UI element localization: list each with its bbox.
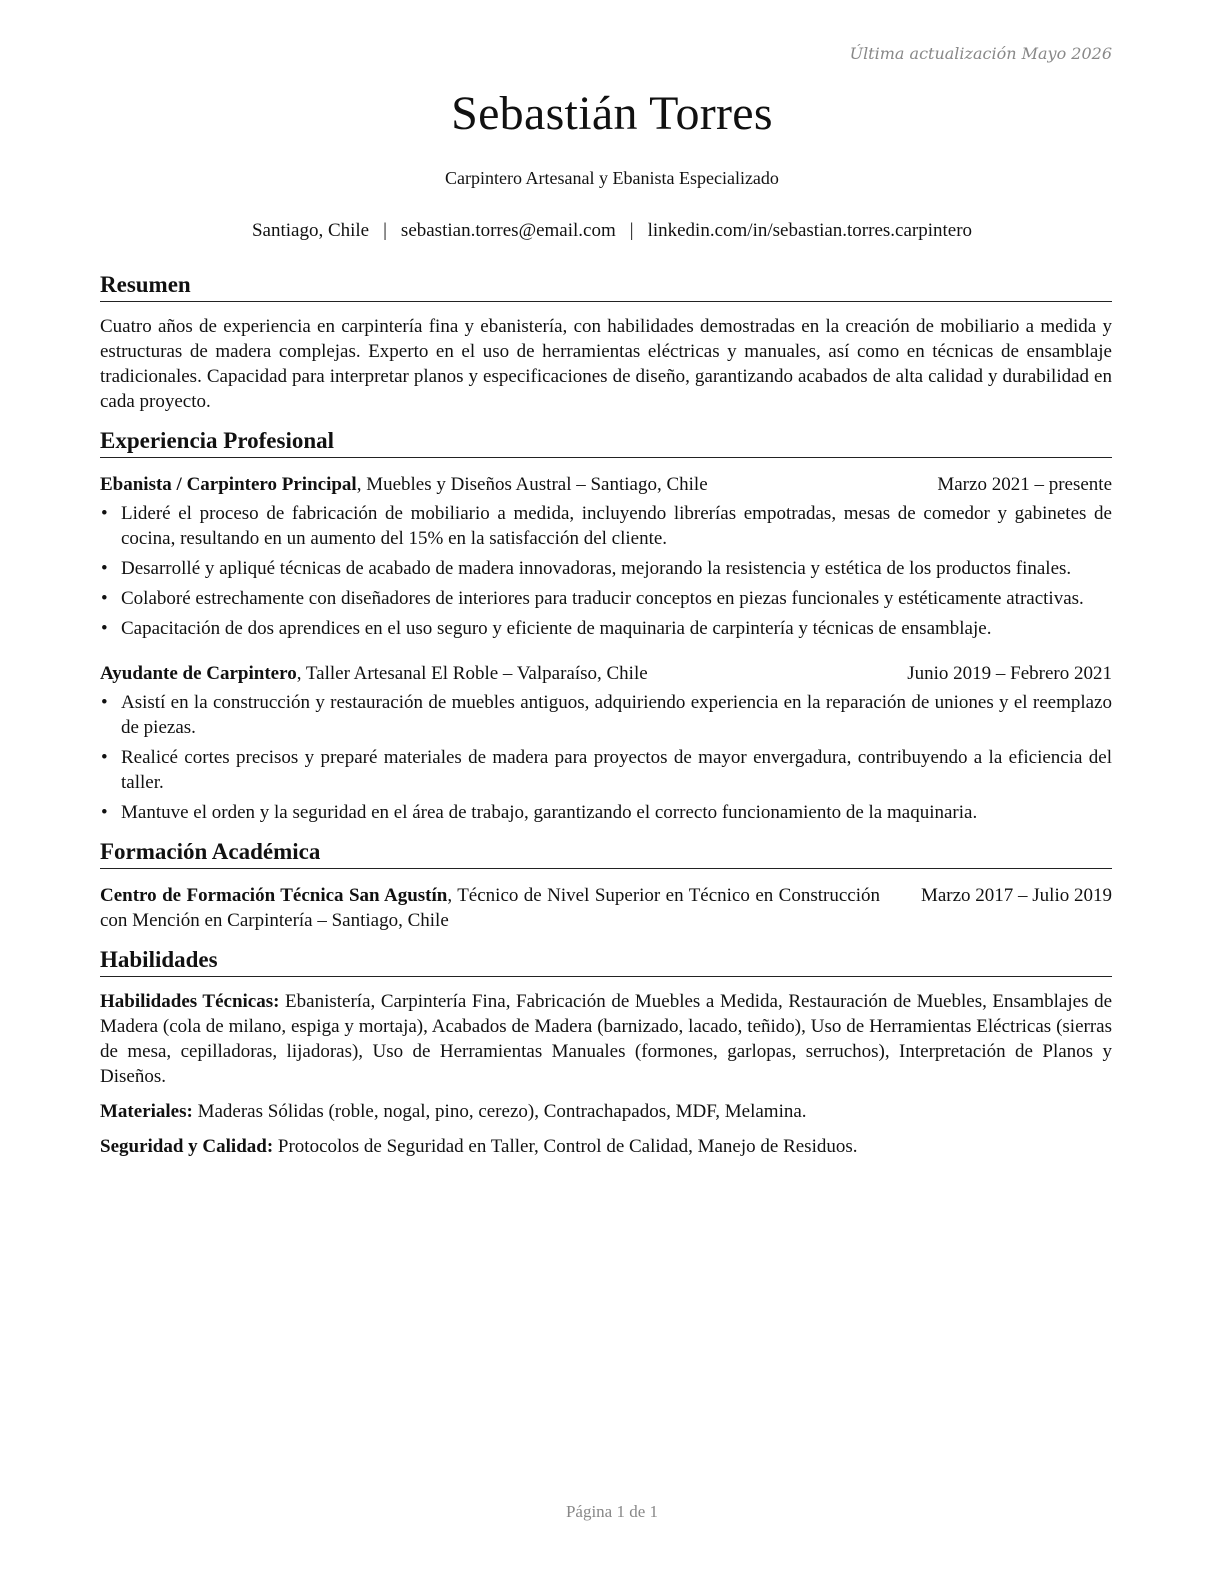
job-role-company <box>100 661 648 686</box>
list-item: • Desarrollé y apliqué técnicas de acabado de madera innovadoras, mejorando la resistencia y estética de los productos finales. <box>121 556 1112 581</box>
summary-text: Cuatro años de experiencia en carpintería fina y ebanistería, con habilidades demostradas en la creación de mobiliario a medida y estructuras de madera complejas. Experto en el uso de herramientas eléctricas y manuales, así como en técnicas de ensamblaje tradicionales. Capacidad para interpretar planos y especificaciones de diseño, garantizando acabados de alta calidad y durabilidad en cada proyecto. <box>100 316 1112 412</box>
list-item: • Capacitación de dos aprendices en el uso seguro y eficiente de maquinaria de carpintería y técnicas de ensamblaje. <box>121 616 1112 641</box>
skills-section <box>100 945 1112 1159</box>
job-entry <box>100 661 1112 825</box>
experience-section <box>100 426 1112 825</box>
section-title-summary: Resumen <box>100 270 1112 302</box>
page-number: Página 1 de 1 <box>565 1502 659 1521</box>
job-role: Ayudante de Carpintero <box>100 663 297 684</box>
separator: | <box>629 220 634 241</box>
skill-text: Maderas Sólidas (roble, nogal, pino, cerezo), Contrachapados, MDF, Melamina. <box>192 1101 807 1122</box>
job-company: , Taller Artesanal El Roble – Valparaíso, Chile <box>296 663 648 684</box>
job-role-company <box>100 472 708 497</box>
education-section <box>100 837 1112 933</box>
section-title-education: Formación Académica <box>100 837 1112 869</box>
list-item: • Mantuve el orden y la seguridad en el área de trabajo, garantizando el correcto funcionamiento de la maquinaria. <box>121 800 1112 825</box>
job-dates: Marzo 2021 – presente <box>937 474 1112 495</box>
skill-group <box>100 1099 1112 1124</box>
education-dates: Marzo 2017 – Julio 2019 <box>920 885 1112 906</box>
candidate-title: Carpintero Artesanal y Ebanista Especializado <box>445 168 779 188</box>
skill-text: Protocolos de Seguridad en Taller, Control de Calidad, Manejo de Residuos. <box>273 1136 858 1157</box>
list-item: • Lideré el proceso de fabricación de mobiliario a medida, incluyendo librerías empotradas, mesas de comedor y gabinetes de cocina, resultando en un aumento del 15% en la satisfacción del cliente. <box>121 501 1112 551</box>
skill-label: Habilidades Técnicas: <box>100 991 280 1012</box>
summary-section <box>100 270 1112 414</box>
job-bullets <box>100 501 1112 641</box>
education-details <box>100 883 880 933</box>
skill-label: Seguridad y Calidad: <box>100 1136 274 1157</box>
location: Santiago, Chile <box>251 220 370 241</box>
job-role: Ebanista / Carpintero Principal <box>100 474 357 495</box>
job-header <box>100 472 1112 497</box>
contact-line <box>0 220 1224 242</box>
email-link[interactable]: sebastian.torres@email.com <box>400 220 616 241</box>
education-degree: , Técnico de Nivel Superior en Técnico en Construcción con Mención en Carpintería – Santiago, Chile <box>100 885 880 931</box>
job-entry <box>100 472 1112 641</box>
skill-group <box>100 989 1112 1089</box>
resume-body <box>100 270 1112 1171</box>
last-updated-date: Última actualización Mayo 2026 <box>849 44 1112 63</box>
skill-text: Ebanistería, Carpintería Fina, Fabricación de Muebles a Medida, Restauración de Muebles, Ensamblajes de Madera (cola de milano, espiga y mortaja), Acabados de Madera (barnizado, lacado, teñido), Uso de Herramientas Eléctricas (sierras de mesa, cepilladoras, lijadoras), Uso de Herramientas Manuales (formones, garlopas, serruchos), Interpretación de Planos y Diseños. <box>100 991 1112 1087</box>
linkedin-link[interactable]: linkedin.com/in/sebastian.torres.carpintero <box>647 220 973 241</box>
job-bullets <box>100 690 1112 825</box>
job-company: , Muebles y Diseños Austral – Santiago, Chile <box>356 474 708 495</box>
section-title-skills: Habilidades <box>100 945 1112 977</box>
skill-label: Materiales: <box>100 1101 193 1122</box>
job-header <box>100 661 1112 686</box>
skill-group <box>100 1134 1112 1159</box>
job-dates: Junio 2019 – Febrero 2021 <box>907 663 1112 684</box>
education-entry <box>100 883 1112 933</box>
list-item: • Realicé cortes precisos y preparé materiales de madera para proyectos de mayor envergadura, contribuyendo a la eficiencia del taller. <box>121 745 1112 795</box>
candidate-name: Sebastián Torres <box>451 87 773 140</box>
list-item: • Colaboré estrechamente con diseñadores de interiores para traducir conceptos en piezas funcionales y estéticamente atractivas. <box>121 586 1112 611</box>
separator: | <box>383 220 387 241</box>
education-institution: Centro de Formación Técnica San Agustín <box>100 885 448 906</box>
section-title-experience: Experiencia Profesional <box>100 426 1112 458</box>
list-item: • Asistí en la construcción y restauración de muebles antiguos, adquiriendo experiencia en la reparación de uniones y el reemplazo de piezas. <box>121 690 1112 740</box>
